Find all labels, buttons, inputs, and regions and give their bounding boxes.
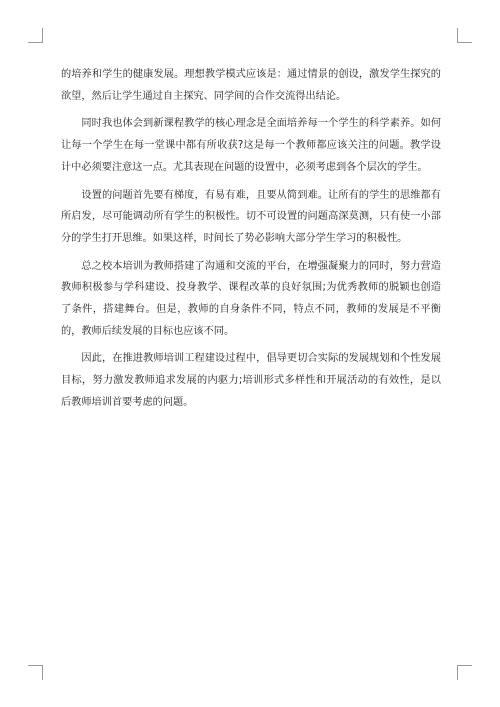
crop-mark-bottom-left	[28, 665, 43, 680]
document-body	[61, 64, 441, 420]
crop-mark-top-left	[28, 28, 43, 43]
paragraph-2: 同时我也体会到新课程教学的核心理念是全面培养每一个学生的科学素养。如何让每一个学生在每一堂课中都有所收获?这是每一个教师都应该关注的问题。教学设计中必须要注意这一点。尤其表现在问题的设置中，必须考虑到各个层次的学生。	[61, 118, 441, 173]
paragraph-5: 因此，在推进教师培训工程建设过程中，倡导更切合实际的发展规划和个性发展目标，努力激发教师追求发展的内驱力;培训形式多样性和开展活动的有效性，是以后教师培训首要考虑的问题。	[61, 353, 441, 408]
paragraph-4: 总之校本培训为教师搭建了沟通和交流的平台，在增强凝聚力的同时，努力营造教师积极参与学科建设、投身教学、课程改革的良好氛围;为优秀教师的脱颖也创造了条件，搭建舞台。但是，教师的自身条件不同，特点不同，教师的发展是不平衡的，教师后续发展的目标也应该不同。	[61, 260, 441, 337]
paragraph-3: 设置的问题首先要有梯度，有易有难，且要从简到难。让所有的学生的思维都有所启发，尽可能调动所有学生的积极性。切不可设置的问题高深莫测，只有使一小部分的学生打开思维。如果这样，时间长了势必影响大部分学生学习的积极性。	[61, 189, 441, 244]
paragraph-1: 的培养和学生的健康发展。理想教学模式应该是：通过情景的创设，激发学生探究的欲望，然后让学生通过自主探究、同学间的合作交流得出结论。	[61, 69, 441, 102]
crop-mark-bottom-right	[457, 665, 472, 680]
crop-mark-top-right	[457, 28, 472, 43]
